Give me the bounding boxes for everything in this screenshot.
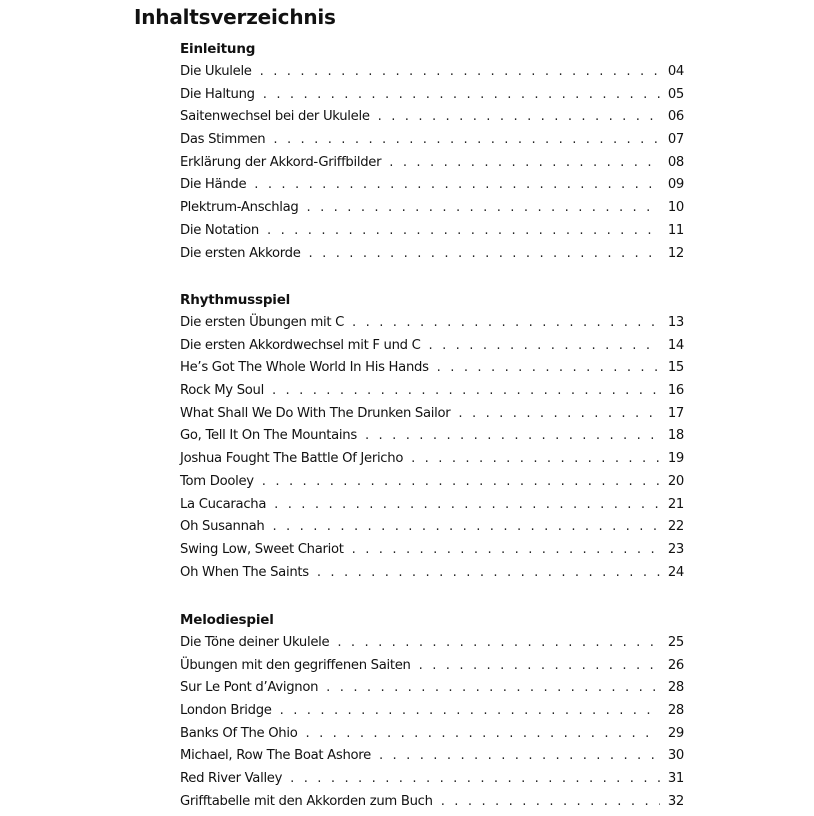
entry-title: Saitenwechsel bei der Ukulele [180, 109, 370, 125]
entry-title: Oh Susannah [180, 519, 265, 535]
toc-entry [180, 450, 684, 473]
entry-title: Die Haltung [180, 86, 255, 102]
page-number: 11 [667, 222, 684, 238]
page-number: 15 [667, 360, 684, 376]
entry-list [180, 63, 684, 267]
entry-title: Die ersten Übungen mit C [180, 315, 345, 330]
dot-leader [263, 86, 660, 104]
entry-title: Joshua Fought The Battle Of Jericho [180, 451, 404, 467]
dot-leader [272, 382, 660, 400]
toc-entry [180, 359, 684, 382]
page-number: 30 [667, 748, 684, 764]
dot-leader [411, 450, 660, 468]
toc-entry [180, 382, 684, 405]
dot-leader [379, 747, 660, 765]
entry-title: Swing Low, Sweet Chariot [180, 541, 344, 557]
dot-leader [254, 176, 660, 194]
dot-leader [307, 199, 660, 217]
toc-entry [180, 154, 684, 177]
dot-leader [429, 337, 660, 355]
entry-title: What Shall We Do With The Drunken Sailor [180, 405, 451, 421]
dot-leader [306, 725, 661, 743]
entry-title: Die ersten Akkorde [180, 245, 301, 261]
toc-entry [180, 199, 684, 222]
page-number: 21 [667, 496, 684, 512]
dot-leader [326, 679, 660, 697]
page-number: 14 [667, 337, 684, 353]
page-number: 12 [667, 245, 684, 261]
toc-entry [180, 86, 684, 109]
entry-title: Die Hände [180, 177, 247, 193]
page-number: 29 [667, 725, 684, 741]
dot-leader [260, 63, 660, 81]
entry-title: Plektrum-Anschlag [180, 200, 299, 216]
toc-entry [180, 131, 684, 154]
dot-leader [352, 541, 660, 559]
dot-leader [458, 405, 660, 423]
entry-title: Die ersten Akkordwechsel mit F und C [180, 337, 421, 353]
toc-entry [180, 747, 684, 770]
toc-entry [180, 108, 684, 131]
dot-leader [267, 222, 660, 240]
entry-title: Erklärung der Akkord-Griffbilder [180, 154, 382, 170]
dot-leader [280, 702, 660, 720]
page-number: 25 [667, 635, 684, 650]
dot-leader [378, 108, 660, 126]
entry-title: Go, Tell It On The Mountains [180, 428, 357, 444]
page-number: 08 [667, 154, 684, 170]
section-heading: Melodiespiel [180, 612, 274, 628]
page-number: 19 [667, 451, 684, 467]
toc-entry [180, 679, 684, 702]
entry-title: La Cucaracha [180, 496, 267, 512]
toc-entry [180, 702, 684, 725]
entry-title: Die Ukulele [180, 64, 252, 79]
toc-entry [180, 176, 684, 199]
dot-leader [389, 154, 660, 172]
toc-entry [180, 63, 684, 86]
page-number: 24 [667, 564, 684, 580]
page-number: 04 [667, 64, 684, 79]
dot-leader [290, 770, 660, 788]
dot-leader [437, 359, 660, 377]
dot-leader [274, 496, 660, 514]
dot-leader [309, 245, 660, 263]
page-number: 20 [667, 473, 684, 489]
dot-leader [273, 131, 660, 149]
entry-title: Michael, Row The Boat Ashore [180, 748, 371, 764]
toc-entry [180, 405, 684, 428]
toc-entry [180, 473, 684, 496]
entry-title: Banks Of The Ohio [180, 725, 298, 741]
page-number: 26 [667, 657, 684, 673]
entry-title: Red River Valley [180, 771, 283, 787]
page-number: 18 [667, 428, 684, 444]
page-number: 13 [667, 315, 684, 330]
section-melodiespiel [180, 611, 684, 816]
dot-leader [441, 793, 660, 811]
entry-title: Die Töne deiner Ukulele [180, 635, 330, 650]
dot-leader [352, 314, 660, 332]
toc-entry [180, 657, 684, 680]
page-number: 09 [667, 177, 684, 193]
entry-title: Oh When The Saints [180, 564, 309, 580]
dot-leader [262, 473, 660, 491]
entry-title: Übungen mit den gegriffenen Saiten [180, 657, 411, 673]
page-number: 32 [667, 793, 684, 809]
page-number: 28 [667, 703, 684, 719]
page-number: 17 [667, 405, 684, 421]
entry-title: He’s Got The Whole World In His Hands [180, 360, 429, 376]
dot-leader [337, 634, 660, 652]
section-heading: Einleitung [180, 41, 256, 57]
toc-entry [180, 496, 684, 519]
dot-leader [365, 427, 660, 445]
page-number: 31 [667, 771, 684, 787]
page-number: 07 [667, 132, 684, 148]
page-number: 22 [667, 519, 684, 535]
entry-list [180, 314, 684, 586]
toc-entry [180, 770, 684, 793]
toc-entry [180, 337, 684, 360]
dot-leader [419, 657, 660, 675]
section-einleitung [180, 40, 684, 267]
entry-title: Sur Le Pont d’Avignon [180, 680, 319, 696]
toc-entry [180, 518, 684, 541]
page-number: 05 [667, 86, 684, 102]
toc-entry [180, 245, 684, 268]
toc-entry [180, 541, 684, 564]
page-number: 28 [667, 680, 684, 696]
entry-title: Die Notation [180, 222, 259, 238]
page-number: 23 [667, 541, 684, 557]
toc-entry [180, 564, 684, 587]
page-number: 10 [667, 200, 684, 216]
entry-list [180, 634, 684, 816]
section-heading: Rhythmusspiel [180, 292, 291, 308]
dot-leader [317, 564, 660, 582]
toc-entry [180, 793, 684, 816]
entry-title: London Bridge [180, 703, 272, 719]
toc-entry [180, 427, 684, 450]
entry-title: Rock My Soul [180, 383, 264, 399]
toc-entry [180, 222, 684, 245]
page-number: 16 [667, 383, 684, 399]
toc-entry [180, 634, 684, 657]
dot-leader [272, 518, 660, 536]
entry-title: Grifftabelle mit den Akkorden zum Buch [180, 793, 433, 809]
section-rhythmusspiel [180, 291, 684, 586]
toc-entry [180, 725, 684, 748]
page-title: Inhaltsverzeichnis [134, 5, 336, 29]
entry-title: Tom Dooley [180, 473, 254, 489]
toc-entry [180, 314, 684, 337]
entry-title: Das Stimmen [180, 132, 266, 148]
page-number: 06 [667, 109, 684, 125]
